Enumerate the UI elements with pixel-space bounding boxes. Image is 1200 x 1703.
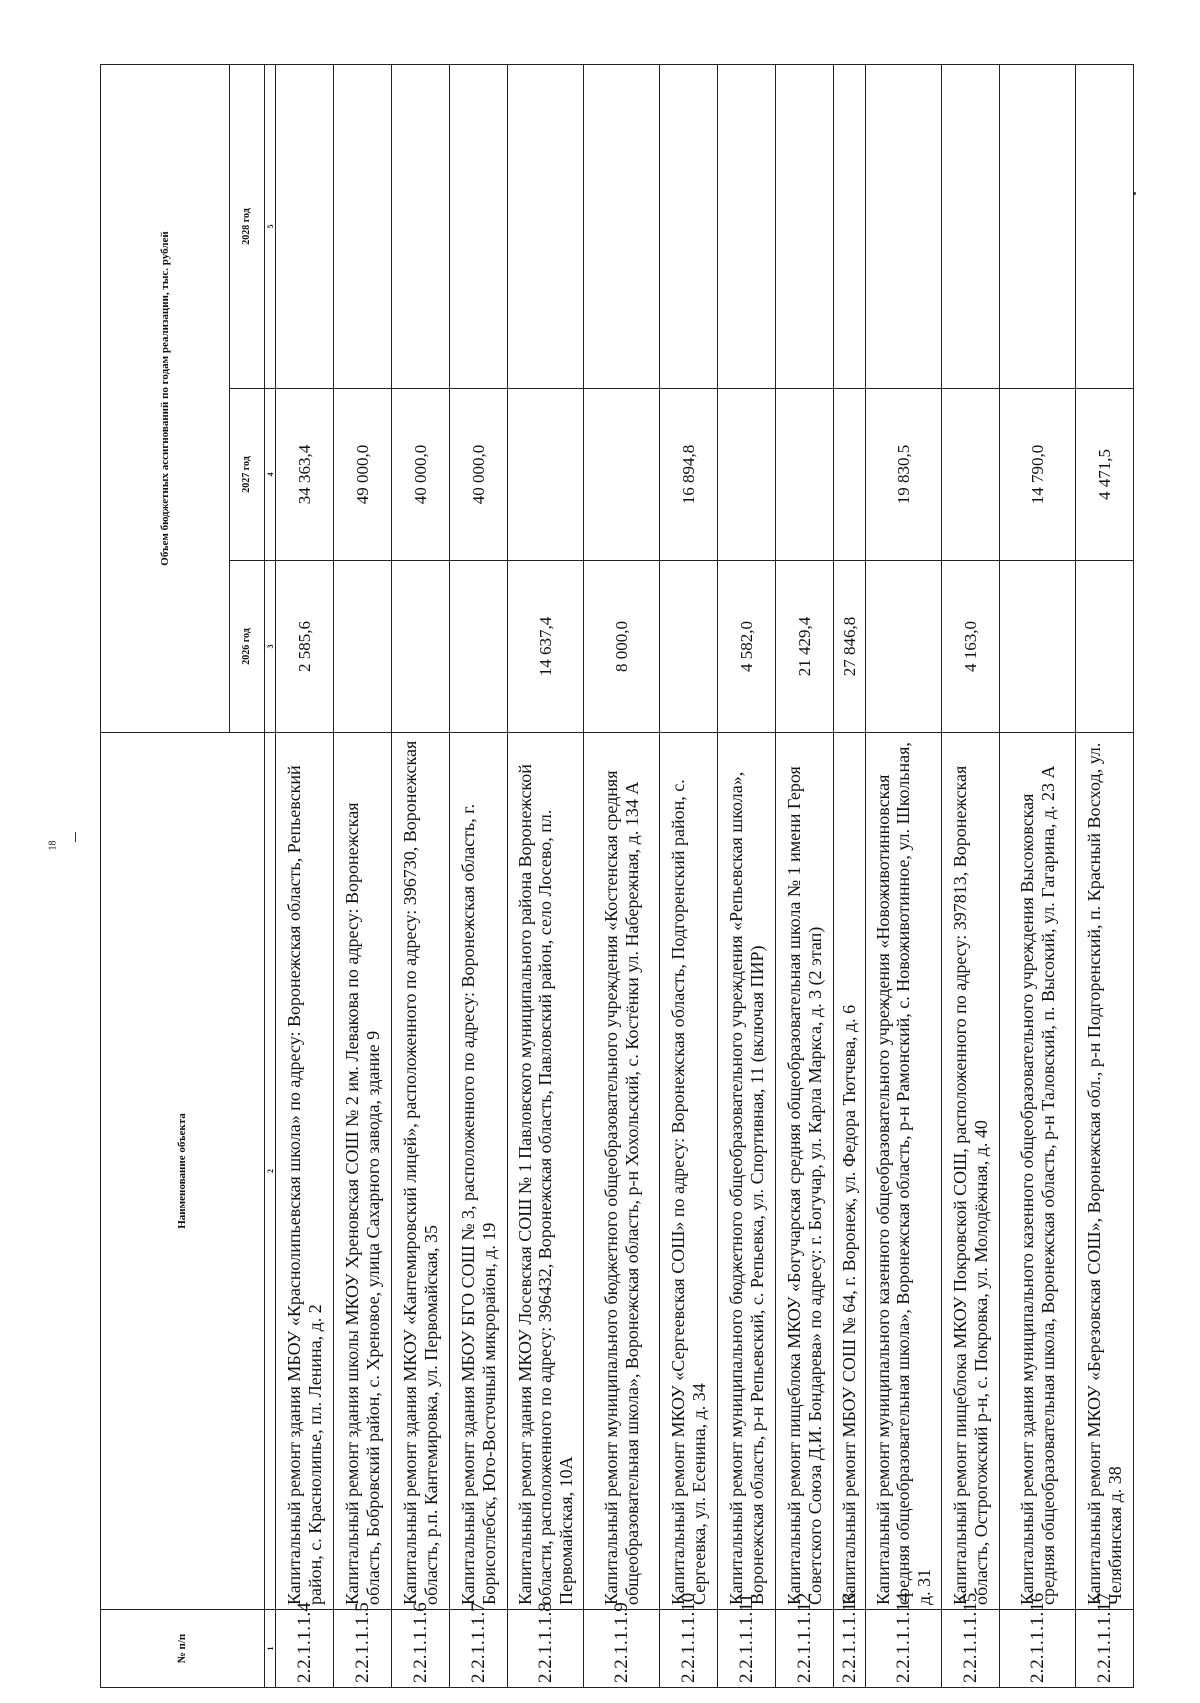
row-value-2027: 40 000,0 [392,389,450,561]
row-name: Капитальный ремонт здания школы МКОУ Хреновская СОШ № 2 им. Левакова по адресу: Воронежская область, Бобровский район, с. Хреновое, улица Сахарного завода, здание 9 [334,733,392,1610]
row-code: 2.2.1.1.1.10 [660,1610,718,1688]
row-value-2026: 27 846,8 [834,561,866,733]
row-code: 2.2.1.1.1.11 [718,1610,776,1688]
row-value-2026 [866,561,942,733]
header-year-2028: 2028 год [230,64,265,388]
row-code: 2.2.1.1.1.12 [776,1610,834,1688]
row-name: Капитальный ремонт здания МКОУ «Кантемировский лицей», расположенного по адресу: 396730, Воронежская область, р.п. Кантемировка, ул. Первомайская, 35 [392,733,450,1610]
row-code: 2.2.1.1.1.4 [276,1610,334,1688]
row-value-2026 [1000,561,1076,733]
table-row [334,64,392,1687]
row-value-2028 [718,64,776,388]
row-value-2028 [508,64,584,388]
row-value-2028 [776,64,834,388]
row-value-2028 [276,64,334,388]
row-value-2028 [334,64,392,388]
table-row [450,64,508,1687]
header-year-2027: 2027 год [230,389,265,561]
page-number: 18 [47,840,59,851]
table-row [1076,64,1134,1687]
row-name: Капитальный ремонт здания МКОУ Лосевская СОШ № 1 Павловского муниципального района Воронежской области, расположенного по адресу: 396432, Воронежская область, Павловский район, село Лосево, пл. Первомайская, 10А [508,733,584,1610]
row-code: 2.2.1.1.1.17 [1076,1610,1134,1688]
table-row [660,64,718,1687]
row-name: Капитальный ремонт муниципального бюджетного общеобразовательного учреждения «Репьевская школа», Воронежская область, р-н Репьевский, с. Репьевка, ул. Спортивная, 11 (включая ПИР) [718,733,776,1610]
rotated-page [100,65,1200,1688]
row-value-2028 [866,64,942,388]
row-value-2027: 49 000,0 [334,389,392,561]
row-value-2028 [660,64,718,388]
row-name: Капитальный ремонт муниципального бюджетного общеобразовательного учреждения «Костенская средняя общеобразовательная школа», Воронежская область, р-н Хохольский, с. Костёнки ул. Набережная, д. 134 А [584,733,660,1610]
row-code: 2.2.1.1.1.8 [508,1610,584,1688]
row-name: Капитальный ремонт МКОУ «Березовская СОШ», Воронежская обл., р-н Подгоренский, п. Красный Восход, ул. Челябинская д. 38 [1076,733,1134,1610]
row-value-2027: 19 830,5 [866,389,942,561]
row-value-2026 [450,561,508,733]
table-row [584,64,660,1687]
column-number: 5 [265,64,276,388]
row-name: Капитальный ремонт здания МБОУ «Краснолипьевская школа» по адресу: Воронежская область, Репьевский район, с. Краснолипье, пл. Ленина, д. 2 [276,733,334,1610]
row-value-2026: 2 585,6 [276,561,334,733]
row-name: Капитальный ремонт здания муниципального казенного общеобразовательного учреждения Высоковская средняя общеобразовательная школа, Воронежская область, р-н Таловский, п. Высокий, ул. Гагарина, д. 23 А [1000,733,1076,1610]
row-value-2028 [942,64,1000,388]
row-name: Капитальный ремонт муниципального казенного общеобразовательного учреждения «Новоживотинновская средняя общеобразовательная школа», Воронежская область, р-н Рамонский, с. Новоживотинное, ул. Школьная, д. 31 [866,733,942,1610]
header-year-2026: 2026 год [230,561,265,733]
table-row [1000,64,1076,1687]
row-value-2027 [942,389,1000,561]
row-value-2027 [718,389,776,561]
row-name: Капитальный ремонт здания МБОУ БГО СОШ № 3, расположенного по адресу: Воронежская область, г. Борисоглебск, Юго-Восточный микрорайон, д. 19 [450,733,508,1610]
row-code: 2.2.1.1.1.5 [334,1610,392,1688]
row-name: Капитальный ремонт МБОУ СОШ № 64, г. Воронеж, ул. Федора Тютчева, д. 6 [834,733,866,1610]
table-row [834,64,866,1687]
row-value-2027 [584,389,660,561]
row-value-2026 [334,561,392,733]
row-value-2027: 40 000,0 [450,389,508,561]
row-value-2026: 21 429,4 [776,561,834,733]
row-value-2026 [1076,561,1134,733]
row-value-2027 [508,389,584,561]
row-code: 2.2.1.1.1.16 [1000,1610,1076,1688]
row-value-2027: 16 894,8 [660,389,718,561]
column-number: 4 [265,389,276,561]
row-value-2027: 4 471,5 [1076,389,1134,561]
row-name: Капитальный ремонт МКОУ «Сергеевская СОШ» по адресу: Воронежская область, Подгоренский район, с. Сергеевка, ул. Есенина, д. 34 [660,733,718,1610]
table-row [866,64,942,1687]
row-value-2028 [392,64,450,388]
row-value-2028 [450,64,508,388]
row-value-2026 [660,561,718,733]
header-number: № п/п [101,1610,265,1688]
row-code: 2.2.1.1.1.13 [834,1610,866,1688]
row-value-2026: 4 582,0 [718,561,776,733]
row-value-2028 [1076,64,1134,388]
row-value-2028 [584,64,660,388]
table-row [718,64,776,1687]
row-value-2026: 8 000,0 [584,561,660,733]
column-number: 2 [265,733,276,1610]
row-name: Капитальный ремонт пищеблока МКОУ «Богучарская средняя общеобразовательная школа № 1 имени Героя Советского Союза Д.И. Бондарева» по адресу: г. Богучар, ул. Карла Маркса, д. 3 (2 этап) [776,733,834,1610]
row-value-2028 [1000,64,1076,388]
row-value-2027: 34 363,4 [276,389,334,561]
table-row [276,64,334,1687]
row-value-2026: 4 163,0 [942,561,1000,733]
page-number-mark [75,832,76,842]
column-number: 3 [265,561,276,733]
table-row [942,64,1000,1687]
row-code: 2.2.1.1.1.15 [942,1610,1000,1688]
table-row [776,64,834,1687]
header-name: Наименование объекта [101,733,265,1610]
row-code: 2.2.1.1.1.9 [584,1610,660,1688]
column-number: 1 [265,1610,276,1688]
row-value-2026 [392,561,450,733]
header-volume-group: Объем бюджетных ассигнований по годам реализации, тыс. рублей [101,64,230,732]
row-value-2028 [834,64,866,388]
row-code: 2.2.1.1.1.6 [392,1610,450,1688]
table-row [392,64,450,1687]
row-code: 2.2.1.1.1.7 [450,1610,508,1688]
row-value-2027: 14 790,0 [1000,389,1076,561]
row-code: 2.2.1.1.1.14 [866,1610,942,1688]
table-row [508,64,584,1687]
budget-table [100,64,1134,1688]
row-value-2027 [834,389,866,561]
row-name: Капитальный ремонт пищеблока МКОУ Покровской СОШ, расположенного по адресу: 397813, Воронежская область, Острогожский р-н, с. Покровка, ул. Молодёжная, д. 40 [942,733,1000,1610]
row-value-2027 [776,389,834,561]
row-value-2026: 14 637,4 [508,561,584,733]
